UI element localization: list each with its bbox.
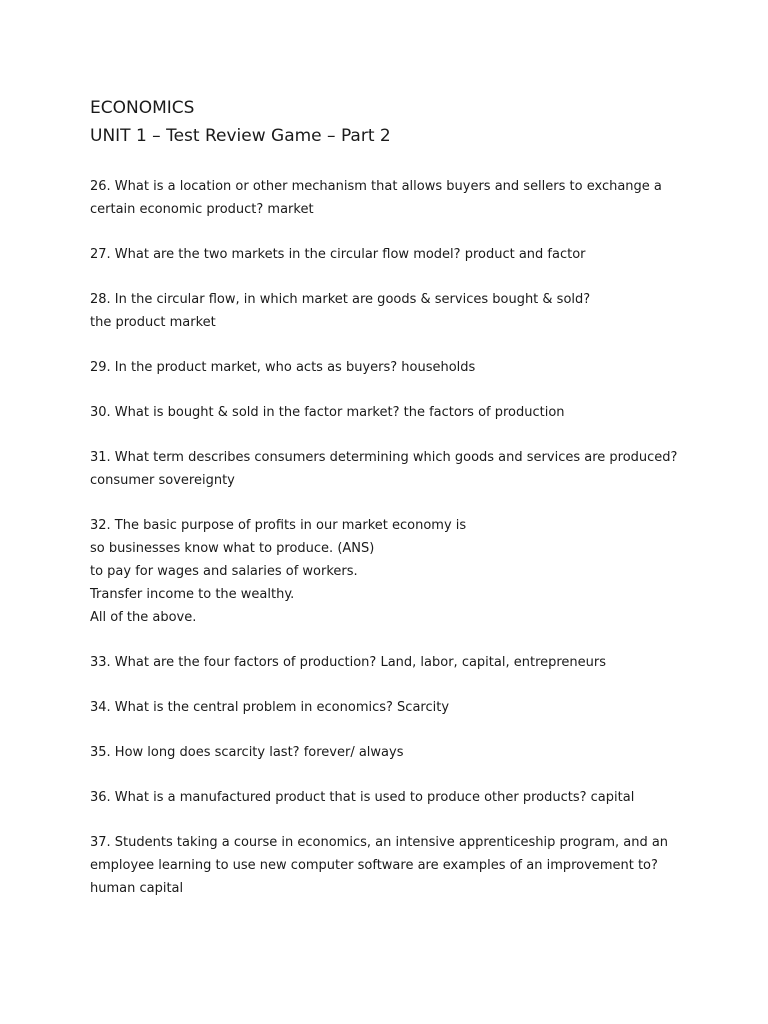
question-line: All of the above. xyxy=(90,610,197,625)
question-item xyxy=(90,514,708,629)
question-item xyxy=(90,651,708,674)
question-line: 29. In the product market, who acts as buyers? households xyxy=(90,360,476,375)
document-title: ECONOMICS xyxy=(90,98,195,118)
question-line: 37. Students taking a course in economics, an intensive apprenticeship program, and an xyxy=(90,835,669,850)
question-line: 28. In the circular flow, in which market are goods & services bought & sold? xyxy=(90,292,591,307)
question-line: certain economic product? market xyxy=(90,202,314,217)
question-line: 36. What is a manufactured product that is used to produce other products? capital xyxy=(90,790,635,805)
question-item xyxy=(90,401,708,424)
question-line: to pay for wages and salaries of workers. xyxy=(90,564,358,579)
question-line: 27. What are the two markets in the circular flow model? product and factor xyxy=(90,247,586,262)
question-line: 26. What is a location or other mechanism that allows buyers and sellers to exchange a xyxy=(90,179,662,194)
question-line: 31. What term describes consumers determining which goods and services are produced? xyxy=(90,450,678,465)
question-item xyxy=(90,696,708,719)
question-line: 30. What is bought & sold in the factor market? the factors of production xyxy=(90,405,565,420)
question-item xyxy=(90,356,708,379)
question-line: human capital xyxy=(90,881,184,896)
question-line: 33. What are the four factors of production? Land, labor, capital, entrepreneurs xyxy=(90,655,607,670)
question-item xyxy=(90,446,708,492)
question-line: employee learning to use new computer software are examples of an improvement to? xyxy=(90,858,658,873)
question-line: 35. How long does scarcity last? forever/ always xyxy=(90,745,404,760)
question-line: 32. The basic purpose of profits in our market economy is xyxy=(90,518,467,533)
question-item xyxy=(90,831,708,900)
question-list xyxy=(90,175,708,900)
question-item xyxy=(90,175,708,221)
question-item xyxy=(90,741,708,764)
question-item xyxy=(90,786,708,809)
question-line: the product market xyxy=(90,315,216,330)
document-subtitle: UNIT 1 – Test Review Game – Part 2 xyxy=(90,126,391,146)
question-line: so businesses know what to produce. (ANS) xyxy=(90,541,375,556)
question-item xyxy=(90,288,708,334)
question-line: 34. What is the central problem in economics? Scarcity xyxy=(90,700,450,715)
question-line: consumer sovereignty xyxy=(90,473,235,488)
question-line: Transfer income to the wealthy. xyxy=(90,587,295,602)
question-item xyxy=(90,243,708,266)
